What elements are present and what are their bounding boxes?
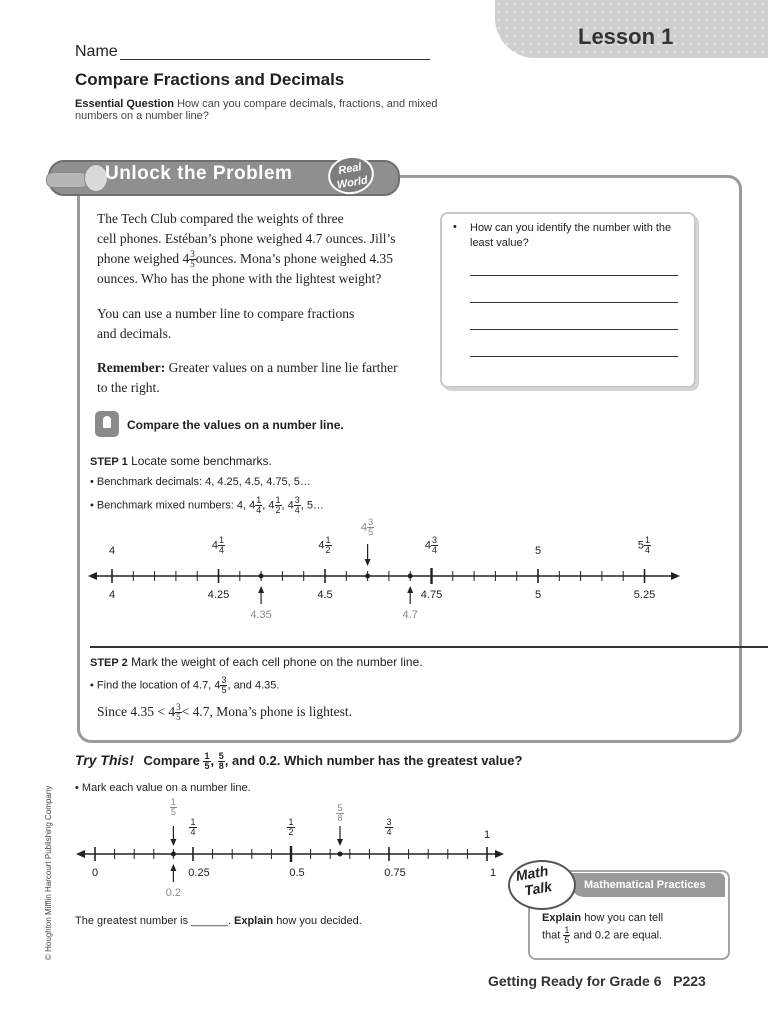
problem-line: The Tech Club compared the weights of three <box>97 211 344 226</box>
banner-title: Unlock the Problem <box>105 163 293 184</box>
point-4.7 <box>408 574 413 579</box>
marked-label-0.2: 0.2 <box>165 887 182 899</box>
arrow-head-5-8 <box>337 839 343 846</box>
fraction-numerator: 1 <box>204 751 210 762</box>
greatest-prompt <box>75 915 362 927</box>
fraction-denominator: 5 <box>190 259 195 270</box>
math-practices-heading: Mathematical Practices <box>584 879 706 891</box>
lesson-label: Lesson 1 <box>578 24 674 49</box>
top-label: 5 <box>534 545 542 557</box>
step1-label: STEP 1 <box>90 456 128 468</box>
problem-text: phone weighed 4 <box>97 251 190 266</box>
fraction-numerator: 3 <box>221 675 227 685</box>
fraction-numerator: 1 <box>275 495 281 505</box>
question-bullet: • <box>453 221 457 233</box>
bottom-label: 4.25 <box>207 589 230 601</box>
top-label: 4 $\frac{1}{4}$ <box>211 535 225 555</box>
greatest-text: The greatest number is ______. <box>75 915 231 927</box>
greatest-text: how you decided. <box>276 915 362 927</box>
axis2-arrow-right <box>495 850 504 858</box>
fraction-numerator: 1 <box>564 925 570 935</box>
bottom-label: 1 <box>489 867 497 879</box>
fraction <box>203 752 210 771</box>
bottom-label: 0.75 <box>384 867 406 879</box>
try-this-label: Try This! <box>75 752 134 768</box>
fraction-denominator: 5 <box>176 712 181 723</box>
top-fraction-label: $\frac{1}{4}$ <box>190 817 196 837</box>
marked-label-4.35: 4.35 <box>250 609 272 621</box>
top-fraction-label: $\frac{1}{2}$ <box>288 817 294 837</box>
page-footer: Getting Ready for Grade 6 P223 <box>488 973 706 989</box>
remember-text: to the right. <box>97 380 160 395</box>
fraction <box>563 926 570 945</box>
fraction-denominator: 5 <box>221 685 227 695</box>
hint-text: Compare the values on a number line. <box>127 418 344 432</box>
fraction-denominator: 5 <box>204 761 210 772</box>
try-this-bullet: • Mark each value on a number line. <box>75 782 251 794</box>
marked-label-4-3-5: 4 $\frac{3}{5}$ <box>361 517 374 537</box>
explain-label: Explain <box>542 912 582 924</box>
axis-arrow-right <box>671 572 680 580</box>
bottom-label: 0.25 <box>188 867 210 879</box>
fraction <box>218 752 225 771</box>
copyright: © Houghton Mifflin Harcourt Publishing Company <box>44 785 53 960</box>
axis2-arrow-left <box>76 850 85 858</box>
fraction-denominator: 8 <box>218 761 224 772</box>
arrow-head-4.35 <box>258 586 264 593</box>
top-label: 4 $\frac{1}{2}$ <box>318 535 331 555</box>
number-line-1 <box>88 544 680 604</box>
problem-line: You can use a number line to compare fractions <box>97 306 355 321</box>
section-divider <box>90 646 768 648</box>
fraction-numerator: 3 <box>294 495 300 505</box>
fraction-numerator: 3 <box>190 249 195 260</box>
benchmark-text: , 4 <box>262 499 275 512</box>
remember-label: Remember: <box>97 360 166 375</box>
math-talk-word: Math <box>514 862 550 884</box>
math-practices-text: how you can tell <box>584 912 664 924</box>
try-this-heading: Try This! Compare $\frac{1}{5}$ , $\frac{5}{8}$ , and 0.2. Which number has the greatest value? <box>75 751 523 772</box>
problem-text: ounces. Mona’s phone weighed 4.35 <box>195 251 393 266</box>
fraction-denominator: 2 <box>275 505 281 515</box>
math-talk-word: Talk <box>523 878 554 899</box>
marked-label-4.7: 4.7 <box>402 609 418 621</box>
point-5-8 <box>338 852 343 857</box>
step2-text: • Find the location of 4.7, 4 <box>90 679 221 692</box>
arrow-head-0.2 <box>170 864 176 871</box>
step1-text: Locate some benchmarks. <box>131 454 272 468</box>
math-practices-body <box>542 911 717 945</box>
badge-line-1: Real <box>337 161 363 178</box>
step2-text: Mark the weight of each cell phone on the number line. <box>131 655 423 669</box>
problem-line: cell phones. Estéban’s phone weighed 4.7 ounces. Jill’s <box>97 231 396 246</box>
point-4-3-5 <box>365 574 370 579</box>
top-label-one: 1 <box>483 829 491 841</box>
page-title: Compare Fractions and Decimals <box>75 70 345 89</box>
step2-bullet <box>90 676 279 695</box>
step2-heading <box>90 655 423 669</box>
top-label: 4 <box>108 545 116 557</box>
badge-line-2: World <box>336 174 369 192</box>
essential-question-text: How can you compare decimals, fractions, and mixed numbers on a number line? <box>75 98 438 122</box>
bottom-label: 0 <box>91 867 99 879</box>
remember-text: Greater values on a number line lie farther <box>168 360 398 375</box>
point-4.35 <box>259 574 264 579</box>
bottom-label: 4.5 <box>317 589 333 601</box>
conclusion-text: < 4.7, Mona’s phone is lightest. <box>181 704 352 719</box>
bottom-label: 0.5 <box>289 867 305 879</box>
top-label: 5 $\frac{1}{4}$ <box>637 535 651 555</box>
top-label: 4 $\frac{3}{4}$ <box>424 535 438 555</box>
bottom-label: 4 <box>108 589 116 601</box>
try-this-text: , and 0.2. Which number has the greatest value? <box>224 753 523 768</box>
benchmark-text: , 5… <box>300 499 325 512</box>
bottom-label: 5 <box>534 589 542 601</box>
arrow-head-1-5 <box>170 839 176 846</box>
marked-label-1-5: $\frac{1}{5}$ <box>170 797 176 817</box>
problem-line: ounces. Who has the phone with the lightest weight? <box>97 271 382 287</box>
bottom-label: 4.75 <box>420 589 443 601</box>
fraction-numerator: 3 <box>176 702 181 713</box>
top-fraction-label: $\frac{3}{4}$ <box>386 817 392 837</box>
fraction-denominator: 5 <box>564 935 570 945</box>
math-practices-text: and 0.2 are equal. <box>573 929 663 942</box>
fraction-numerator: 5 <box>218 751 224 762</box>
conclusion-text: Since 4.35 < 4 <box>97 704 176 719</box>
benchmark-decimals: • Benchmark decimals: 4, 4.25, 4.5, 4.75, 5… <box>90 476 311 488</box>
axis-arrow-left <box>88 572 97 580</box>
name-label: Name <box>75 43 118 60</box>
try-this-text: Compare <box>143 753 200 768</box>
point-0.2 <box>171 852 176 857</box>
arrow-head-4-3-5 <box>365 559 371 566</box>
explain-label: Explain <box>234 915 274 927</box>
problem-line: and decimals. <box>97 326 172 341</box>
benchmark-text: , 4 <box>281 499 294 512</box>
question-text: How can you identify the number with the least value? <box>470 222 672 249</box>
math-practices-text: that <box>542 929 561 942</box>
essential-question-label: Essential Question <box>75 98 175 110</box>
fraction-denominator: 4 <box>256 505 262 515</box>
fraction-denominator: 4 <box>294 505 300 515</box>
math-talk-label <box>514 862 553 899</box>
fraction-numerator: 1 <box>256 495 262 505</box>
bottom-label: 5.25 <box>633 589 656 601</box>
marked-label-5-8: $\frac{5}{8}$ <box>337 803 343 823</box>
conclusion <box>97 702 352 722</box>
benchmark-text: • Benchmark mixed numbers: 4, 4 <box>90 499 256 512</box>
step2-label: STEP 2 <box>90 657 128 669</box>
step2-text: , and 4.35. <box>227 679 280 692</box>
